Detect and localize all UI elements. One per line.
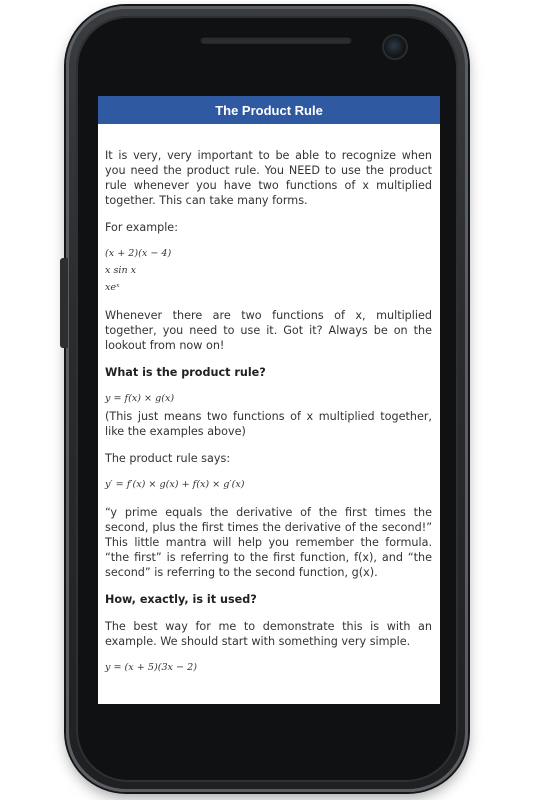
heading-how-used: How, exactly, is it used? <box>105 593 257 606</box>
example-formula: x sin x <box>105 265 137 276</box>
formula-derivative: y′ = f′(x) × g(x) + f(x) × g′(x) <box>105 479 245 490</box>
example-formula: (x + 2)(x − 4) <box>105 248 172 259</box>
examples-list <box>105 245 432 296</box>
example-formula: xeˣ <box>105 282 120 293</box>
phone-screen <box>98 96 440 704</box>
heading-what-is-product-rule: What is the product rule? <box>105 366 266 379</box>
front-camera-icon <box>384 36 406 58</box>
for-example-label: For example: <box>105 221 178 234</box>
page-title: The Product Rule <box>215 102 323 118</box>
mantra-paragraph: “y prime equals the derivative of the first times the second, plus the first times the derivative of the second!” This little mantra will help you remember the formula. “the first” is referring to the first function, f(x), and “the second” is referring to the second function, g(x). <box>105 506 432 579</box>
explanation-paragraph: (This just means two functions of x multiplied together, like the examples above) <box>105 410 432 438</box>
volume-button <box>60 258 68 348</box>
app-title-bar <box>98 96 440 124</box>
intro-paragraph: It is very, very important to be able to recognize when you need the product rule. You NEED to use the product rule whenever you have two functions of x multiplied together. This can take many forms. <box>105 149 432 207</box>
whenever-paragraph: Whenever there are two functions of x, multiplied together, you need to use it. Got it? Always be on the lookout from now on! <box>105 309 432 352</box>
rule-says-label: The product rule says: <box>105 452 231 465</box>
formula-basic: y = f(x) × g(x) <box>105 393 175 404</box>
formula-example: y = (x + 5)(3x − 2) <box>105 662 197 673</box>
speaker-grille <box>200 36 352 44</box>
article-content <box>98 124 440 676</box>
best-way-paragraph: The best way for me to demonstrate this is with an example. We should start with something very simple. <box>105 620 432 648</box>
